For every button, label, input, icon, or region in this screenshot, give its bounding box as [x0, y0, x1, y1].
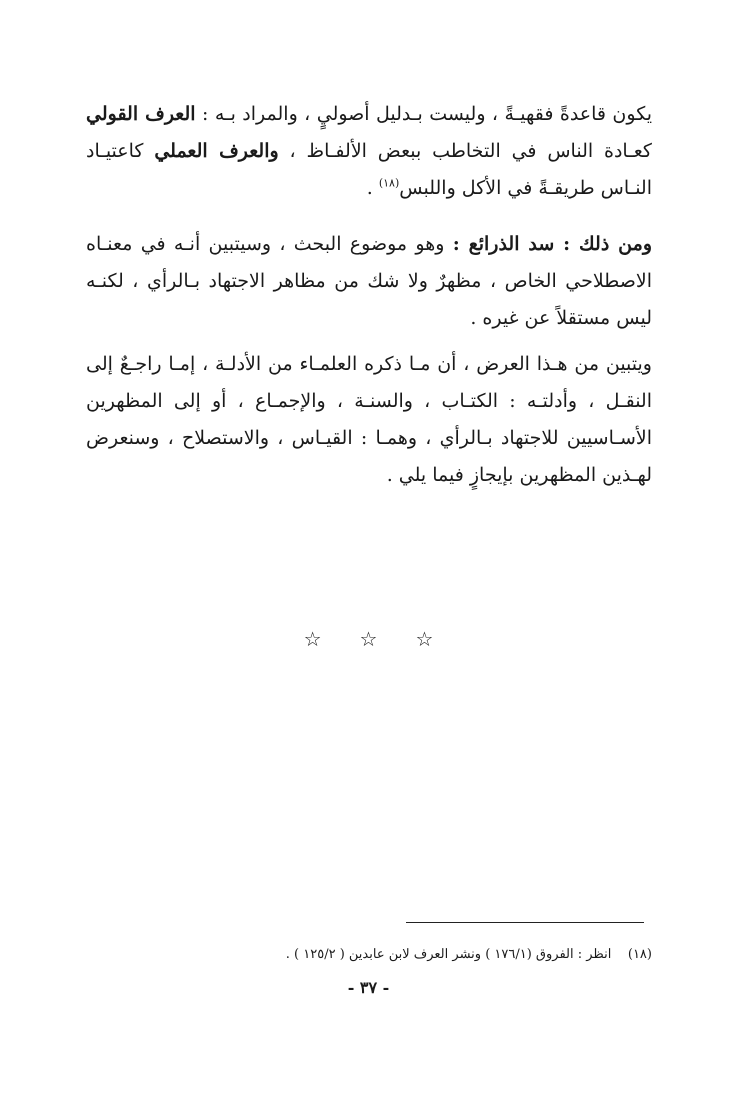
page-number: - ٣٧ -: [347, 978, 390, 997]
text-segment: ويتبين من هـذا العرض ، أن مـا ذكره العلمـاء من الأدلـة ، إمـا راجـعٌ إلى النقـل ، وأدلتـه : الكتـاب ، والسنـة ، والإجمـاع ، أو إلى المظهرين الأسـاسيين للاجتهاد بـالرأي ، وهمـا : القيـاس ، والاستصلاح ، وسنعرض لهـذين المظهرين بإيجازٍ فيما يلي .: [86, 353, 652, 486]
text-segment: كعـادة الناس في التخاطب ببعض الألفـاظ ،: [278, 140, 652, 162]
term-practical-custom: والعرف العملي: [154, 140, 279, 162]
term-verbal-custom: العرف القولي: [86, 103, 196, 125]
paragraph-urf: [86, 96, 652, 207]
footnote: [180, 944, 652, 966]
text-segment: .: [366, 177, 379, 199]
text-segment: وهو موضوع البحث ، وسيتبين أنـه في معنـاه الاصطلاحي الخاص ، مظهرٌ ولا شك من مظاهر الاجتهاد بـالرأي ، لكنـه ليس مستقلاً عن غيره .: [86, 233, 652, 329]
text-segment: يكون قاعدةً فقهيـةً ، وليست بـدليل أصوليٍ ، والمراد بـه :: [195, 103, 652, 125]
footnote-separator: [406, 922, 644, 923]
footnote-number: (١٨): [627, 947, 652, 962]
paragraph-lead-heading: ومن ذلك : سد الذرائع :: [452, 233, 652, 255]
footnote-text: انظر : الفروق (١٧٦/١ ) ونشر العرف لابن عابدين ( ١٢٥/٢ ) .: [285, 947, 612, 962]
star-icon: ☆: [303, 627, 322, 651]
star-icon: ☆: [359, 627, 378, 651]
section-divider: [0, 627, 737, 651]
star-icon: ☆: [415, 627, 434, 651]
footnote-reference[interactable]: (١٨): [378, 176, 400, 190]
paragraph-summary: [86, 346, 652, 494]
text-segment: كاعتيـاد النـاس طريقـةً في الأكل واللبس: [86, 140, 652, 199]
paragraph-sadd-al-dharai: [86, 226, 652, 337]
